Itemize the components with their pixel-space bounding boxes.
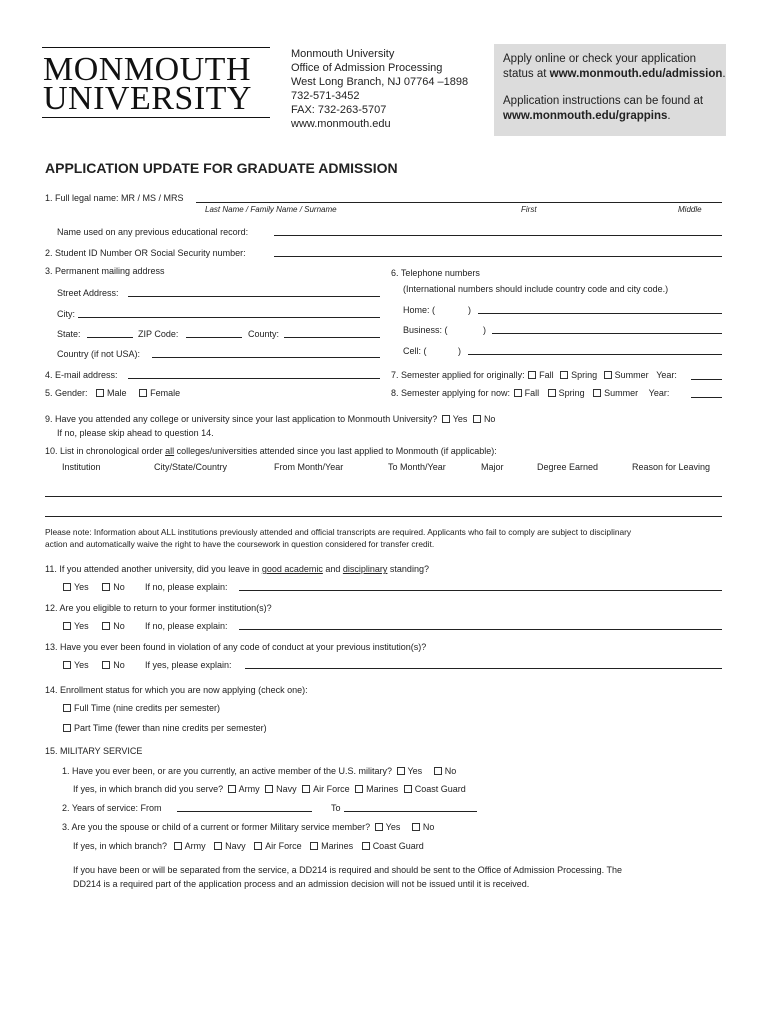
q15-b1-army-checkbox[interactable]	[228, 785, 236, 793]
q15-para-line2: DD214 is a required part of the application process and an admission decision will not be issued until it is received.	[73, 879, 530, 889]
q12-yes-checkbox[interactable]	[63, 622, 71, 630]
address-street: West Long Branch, NJ 07764 –1898	[291, 76, 469, 88]
q8-summer-checkbox[interactable]	[593, 389, 601, 397]
q3-city-line[interactable]	[78, 317, 380, 318]
q15-s3-label: 3. Are you the spouse or child of a current or former Military service member?	[62, 822, 371, 832]
q3-street-line[interactable]	[128, 296, 380, 297]
q5-female-checkbox[interactable]	[139, 389, 147, 397]
logo-rule-bottom	[42, 117, 270, 118]
address-phone: 732-571-3452	[291, 90, 360, 102]
q15-b2-army-label: Army	[184, 841, 206, 851]
q10-col-institution: Institution	[62, 462, 101, 472]
address-block	[291, 47, 468, 131]
q15-b1-navy-label: Navy	[276, 784, 297, 794]
q15-b2-airforce-checkbox[interactable]	[254, 842, 262, 850]
q15-b1-navy-checkbox[interactable]	[265, 785, 273, 793]
q6-cell-line[interactable]	[468, 354, 722, 355]
q6-home-line[interactable]	[478, 313, 722, 314]
q15-para-line1: If you have been or will be separated from the service, a DD214 is required and should be sent to the Office of Admission Processing. The	[73, 865, 622, 875]
form-title: APPLICATION UPDATE FOR GRADUATE ADMISSION	[45, 160, 398, 176]
q10-col-from: From Month/Year	[274, 462, 344, 472]
grappins-link[interactable]: www.monmouth.edu/grappins	[503, 109, 668, 122]
info-line4-period: .	[667, 109, 671, 122]
q13-options	[63, 660, 125, 670]
q15-s2-label: 2. Years of service: From	[62, 803, 162, 813]
q15-b2-navy-label: Navy	[225, 841, 246, 851]
q15-s1-no-checkbox[interactable]	[434, 767, 442, 775]
q15-b1-marines-label: Marines	[366, 784, 399, 794]
q15-b2-army-checkbox[interactable]	[174, 842, 182, 850]
q3-zip-line[interactable]	[186, 337, 242, 338]
note-line1: Please note: Information about ALL institutions previously attended and official transcripts are required. Applicants who fail to comply are subject to disciplinary	[45, 527, 632, 537]
q12-options	[63, 621, 125, 631]
q6-cell-label: Cell: (	[403, 346, 427, 356]
q15-b1-army-label: Army	[238, 784, 260, 794]
q12-explain-label: If no, please explain:	[145, 621, 228, 631]
q13-no-label: No	[113, 660, 125, 670]
q15-b1-coastguard-checkbox[interactable]	[404, 785, 412, 793]
q3-county-label: County:	[248, 329, 280, 339]
q15-s1-label: 1. Have you ever been, or are you currently, an active member of the U.S. military?	[62, 766, 392, 776]
q6-note: (International numbers should include country code and city code.)	[403, 284, 669, 294]
q12-no-label: No	[113, 621, 125, 631]
q8-year-line[interactable]	[691, 397, 722, 398]
q15-s3-no-label: No	[422, 822, 435, 832]
q8-row	[391, 388, 669, 398]
q15-b2-coastguard-checkbox[interactable]	[362, 842, 370, 850]
q15-s1-yes-label: Yes	[407, 766, 423, 776]
q3-label: 3. Permanent mailing address	[45, 266, 165, 276]
q10-label-b: colleges/universities attended since you last applied to Monmouth (if applicable):	[174, 446, 497, 456]
q15-s3-yes-checkbox[interactable]	[375, 823, 383, 831]
q10-line-2[interactable]	[45, 516, 722, 517]
q11-good-academic: good academic	[261, 564, 323, 574]
q6-business-line[interactable]	[492, 333, 722, 334]
q3-county-line[interactable]	[284, 337, 380, 338]
info-box	[494, 44, 726, 136]
q5-label: 5. Gender:	[45, 388, 88, 398]
q15-b2-coastguard-label: Coast Guard	[372, 841, 424, 851]
q3-city-label: City:	[57, 309, 75, 319]
q7-label: 7. Semester applied for originally:	[391, 370, 525, 380]
q15-b2-marines-checkbox[interactable]	[310, 842, 318, 850]
q12-yes-label: Yes	[74, 621, 89, 631]
info-line2-period: .	[722, 67, 726, 80]
q3-street-label: Street Address:	[57, 288, 119, 298]
q11-explain-label: If no, please explain:	[145, 582, 228, 592]
q6-home-paren: )	[468, 305, 471, 315]
q15-s1-row	[62, 766, 456, 776]
q12-no-checkbox[interactable]	[102, 622, 110, 630]
q10-label-a: 10. List in chronological order	[45, 446, 166, 456]
q15-b2-marines-label: Marines	[321, 841, 354, 851]
address-name: Monmouth University	[291, 48, 395, 60]
logo-line2: UNIVERSITY	[43, 80, 252, 117]
q11-label	[45, 564, 429, 574]
q3-country-label: Country (if not USA):	[57, 349, 141, 359]
q9-sub: If no, please skip ahead to question 14.	[57, 428, 214, 438]
q15-b1-coastguard-label: Coast Guard	[414, 784, 466, 794]
q8-fall-checkbox[interactable]	[514, 389, 522, 397]
q6-business-label: Business: (	[403, 325, 448, 335]
q1-label: 1. Full legal name: MR / MS / MRS	[45, 193, 184, 203]
q15-branch1-label: If yes, in which branch did you serve?	[73, 784, 224, 794]
q13-explain-label: If yes, please explain:	[145, 660, 232, 670]
q3-state-line[interactable]	[87, 337, 133, 338]
q10-col-reason: Reason for Leaving	[632, 462, 711, 472]
q9-label: 9. Have you attended any college or university since your last application to Monmouth University?	[45, 414, 438, 424]
q15-s1-yes-checkbox[interactable]	[397, 767, 405, 775]
q8-year-label: Year:	[648, 388, 670, 398]
q8-spring-label: Spring	[558, 388, 585, 398]
q6-business-paren: )	[483, 325, 486, 335]
q4-line[interactable]	[128, 378, 380, 379]
q10-col-major: Major	[481, 462, 504, 472]
q14-part-option	[63, 723, 267, 733]
q11-disciplinary: disciplinary	[342, 564, 388, 574]
q11-label-b: and	[322, 564, 343, 574]
q7-summer-label: Summer	[614, 370, 649, 380]
q8-spring-checkbox[interactable]	[548, 389, 556, 397]
q5-female-label: Female	[150, 388, 181, 398]
address-office: Office of Admission Processing	[291, 62, 443, 74]
q14-part-label: Part Time (fewer than nine credits per semester)	[74, 723, 267, 733]
q6-cell-paren: )	[458, 346, 461, 356]
info-line4	[494, 109, 726, 124]
q1-sub-first: First	[521, 205, 537, 214]
admission-link[interactable]: www.monmouth.edu/admission	[549, 67, 723, 80]
q8-summer-label: Summer	[604, 388, 639, 398]
q15-to-line[interactable]	[344, 811, 477, 812]
address-fax: FAX: 732-263-5707	[291, 104, 387, 116]
info-line2	[494, 67, 726, 82]
q3-state-label: State:	[57, 329, 81, 339]
q10-label	[45, 446, 497, 456]
q2-line[interactable]	[274, 256, 722, 257]
q7-year-line[interactable]	[691, 379, 722, 380]
q1b-label: Name used on any previous educational record:	[57, 227, 249, 237]
q7-spring-label: Spring	[571, 370, 598, 380]
q7-fall-checkbox[interactable]	[528, 371, 536, 379]
info-line3: Application instructions can be found at	[503, 95, 704, 107]
q1-name-line[interactable]	[196, 202, 722, 203]
q13-explain-line[interactable]	[245, 668, 722, 669]
q15-branch2-label: If yes, in which branch?	[73, 841, 168, 851]
q10-label-all: all	[165, 446, 175, 456]
q14-full-label: Full Time (nine credits per semester)	[74, 703, 221, 713]
q1b-line[interactable]	[274, 235, 722, 236]
q15-branch2-row	[73, 841, 424, 851]
q11-options	[63, 582, 125, 592]
q15-s3-row	[62, 822, 434, 832]
q10-line-1[interactable]	[45, 496, 722, 497]
q7-fall-label: Fall	[539, 370, 554, 380]
q7-row	[391, 370, 677, 380]
note-line2: action and automatically waive the right to have the coursework in question considered for transfer credit.	[45, 539, 435, 549]
q12-label: 12. Are you eligible to return to your former institution(s)?	[45, 603, 272, 613]
q6-home-label: Home: (	[403, 305, 436, 315]
q15-b2-navy-checkbox[interactable]	[214, 842, 222, 850]
q8-fall-label: Fall	[524, 388, 540, 398]
q1-sub-last: Last Name / Family Name / Surname	[205, 205, 337, 214]
q9-row	[45, 414, 495, 424]
q5-male-checkbox[interactable]	[96, 389, 104, 397]
q14-full-checkbox[interactable]	[63, 704, 71, 712]
q15-s3-no-checkbox[interactable]	[412, 823, 420, 831]
q9-yes-label: Yes	[452, 414, 468, 424]
q9-yes-checkbox[interactable]	[442, 415, 450, 423]
q7-year-label: Year:	[656, 370, 677, 380]
q14-label: 14. Enrollment status for which you are now applying (check one):	[45, 685, 308, 695]
q13-yes-checkbox[interactable]	[63, 661, 71, 669]
q15-s1-no-label: No	[444, 766, 457, 776]
q11-no-checkbox[interactable]	[102, 583, 110, 591]
q13-no-checkbox[interactable]	[102, 661, 110, 669]
q3-zip-label: ZIP Code:	[138, 329, 179, 339]
q1-sub-middle: Middle	[678, 205, 702, 214]
q9-no-checkbox[interactable]	[473, 415, 481, 423]
q15-s3-yes-label: Yes	[385, 822, 401, 832]
q15-b1-marines-checkbox[interactable]	[355, 785, 363, 793]
q7-summer-checkbox[interactable]	[604, 371, 612, 379]
q10-col-degree: Degree Earned	[537, 462, 599, 472]
q11-label-a: 11. If you attended another university, did you leave in	[45, 564, 262, 574]
q11-yes-label: Yes	[74, 582, 89, 592]
q7-spring-checkbox[interactable]	[560, 371, 568, 379]
logo-line1: MONMOUTH	[43, 51, 251, 88]
q5-male-label: Male	[107, 388, 127, 398]
q2-label: 2. Student ID Number OR Social Security number:	[45, 248, 246, 258]
info-line2-text: status at	[503, 67, 550, 80]
q15-b2-airforce-label: Air Force	[265, 841, 302, 851]
q11-explain-line[interactable]	[239, 590, 722, 591]
q13-yes-label: Yes	[74, 660, 89, 670]
q10-col-to: To Month/Year	[388, 462, 446, 472]
q15-label: 15. MILITARY SERVICE	[45, 746, 143, 756]
q15-b1-airforce-label: Air Force	[313, 784, 350, 794]
q11-label-c: standing?	[387, 564, 429, 574]
q10-col-city: City/State/Country	[154, 462, 228, 472]
logo-rule-top	[42, 47, 270, 48]
q3-country-line[interactable]	[152, 357, 380, 358]
q4-label: 4. E-mail address:	[45, 370, 118, 380]
q15-branch1-row	[73, 784, 466, 794]
q15-from-line[interactable]	[177, 811, 312, 812]
address-web[interactable]: www.monmouth.edu	[291, 118, 391, 130]
q5-row	[45, 388, 180, 398]
q9-no-label: No	[483, 414, 496, 424]
q14-part-checkbox[interactable]	[63, 724, 71, 732]
q11-yes-checkbox[interactable]	[63, 583, 71, 591]
q6-label: 6. Telephone numbers	[391, 268, 480, 278]
q15-to-label: To	[331, 803, 341, 813]
q15-b1-airforce-checkbox[interactable]	[302, 785, 310, 793]
info-line1: Apply online or check your application	[503, 53, 697, 65]
q11-no-label: No	[113, 582, 125, 592]
q8-label: 8. Semester applying for now:	[391, 388, 511, 398]
q14-full-option	[63, 703, 220, 713]
q12-explain-line[interactable]	[239, 629, 722, 630]
q13-label: 13. Have you ever been found in violation of any code of conduct at your previous institution(s)?	[45, 642, 427, 652]
